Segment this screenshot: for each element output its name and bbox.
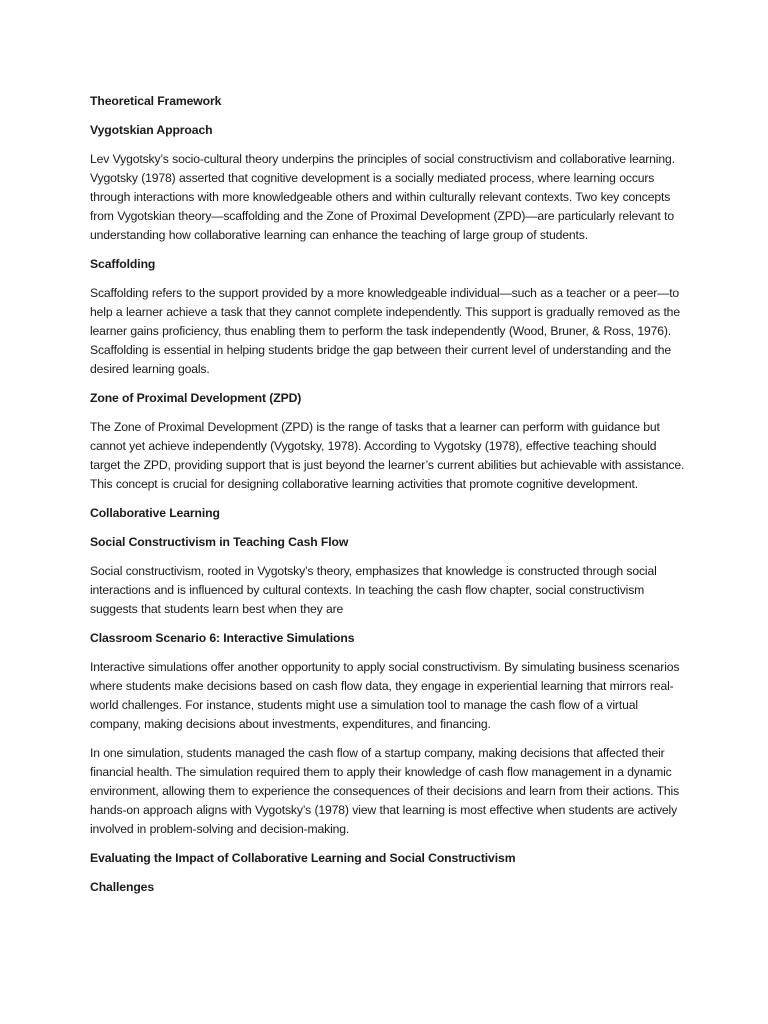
paragraph-zpd: The Zone of Proximal Development (ZPD) is the range of tasks that a learner can perform with guidance but cannot yet achieve independently (Vygotsky, 1978). According to Vygotsky (1978), effective teaching should target the ZPD, providing support that is just beyond the learner’s current abilities but achievable with assistance. This concept is crucial for designing collaborative learning activities that promote cognitive development.	[90, 420, 685, 491]
subsection-heading-vygotskian-approach: Vygotskian Approach	[90, 123, 213, 137]
section-heading-theoretical-framework: Theoretical Framework	[90, 94, 222, 108]
document-page	[90, 92, 690, 907]
paragraph-interactive-simulations: Interactive simulations offer another opportunity to apply social constructivism. By simulating business scenarios where students make decisions based on cash flow data, they engage in experiential learning that mirrors real-world challenges. For instance, students might use a simulation tool to manage the cash flow of a virtual company, making decisions about investments, expenditures, and financing.	[90, 660, 680, 731]
subsection-heading-classroom-scenario-6: Classroom Scenario 6: Interactive Simulations	[90, 631, 355, 645]
section-heading-evaluating-impact: Evaluating the Impact of Collaborative Learning and Social Constructivism	[90, 851, 516, 865]
paragraph-social-constructivism: Social constructivism, rooted in Vygotsky’s theory, emphasizes that knowledge is constructed through social interactions and is influenced by cultural contexts. In teaching the cash flow chapter, social constructivism suggests that students learn best when they are	[90, 564, 657, 616]
paragraph-startup-simulation: In one simulation, students managed the cash flow of a startup company, making decisions that affected their financial health. The simulation required them to apply their knowledge of cash flow management in a dynamic environment, allowing them to experience the consequences of their decisions and learn from their actions. This hands-on approach aligns with Vygotsky’s (1978) view that learning is most effective when students are actively involved in problem-solving and decision-making.	[90, 746, 680, 836]
subsection-heading-scaffolding: Scaffolding	[90, 257, 156, 271]
subsection-heading-zpd: Zone of Proximal Development (ZPD)	[90, 391, 302, 405]
paragraph-vygotskian-approach: Lev Vygotsky’s socio-cultural theory underpins the principles of social constructivism and collaborative learning. Vygotsky (1978) asserted that cognitive development is a socially mediated process, where learning occurs through interactions with more knowledgeable others and within culturally relevant contexts. Two key concepts from Vygotskian theory—scaffolding and the Zone of Proximal Development (ZPD)—are particularly relevant to understanding how collaborative learning can enhance the teaching of large group of students.	[90, 152, 675, 242]
paragraph-scaffolding: Scaffolding refers to the support provided by a more knowledgeable individual—such as a teacher or a peer—to help a learner achieve a task that they cannot complete independently. This support is gradually removed as the learner gains proficiency, thus enabling them to perform the task independently (Wood, Bruner, & Ross, 1976). Scaffolding is essential in helping students bridge the gap between their current level of understanding and the desired learning goals.	[90, 286, 680, 376]
section-heading-collaborative-learning: Collaborative Learning	[90, 506, 220, 520]
subsection-heading-social-constructivism: Social Constructivism in Teaching Cash Flow	[90, 535, 349, 549]
subsection-heading-challenges: Challenges	[90, 880, 155, 894]
